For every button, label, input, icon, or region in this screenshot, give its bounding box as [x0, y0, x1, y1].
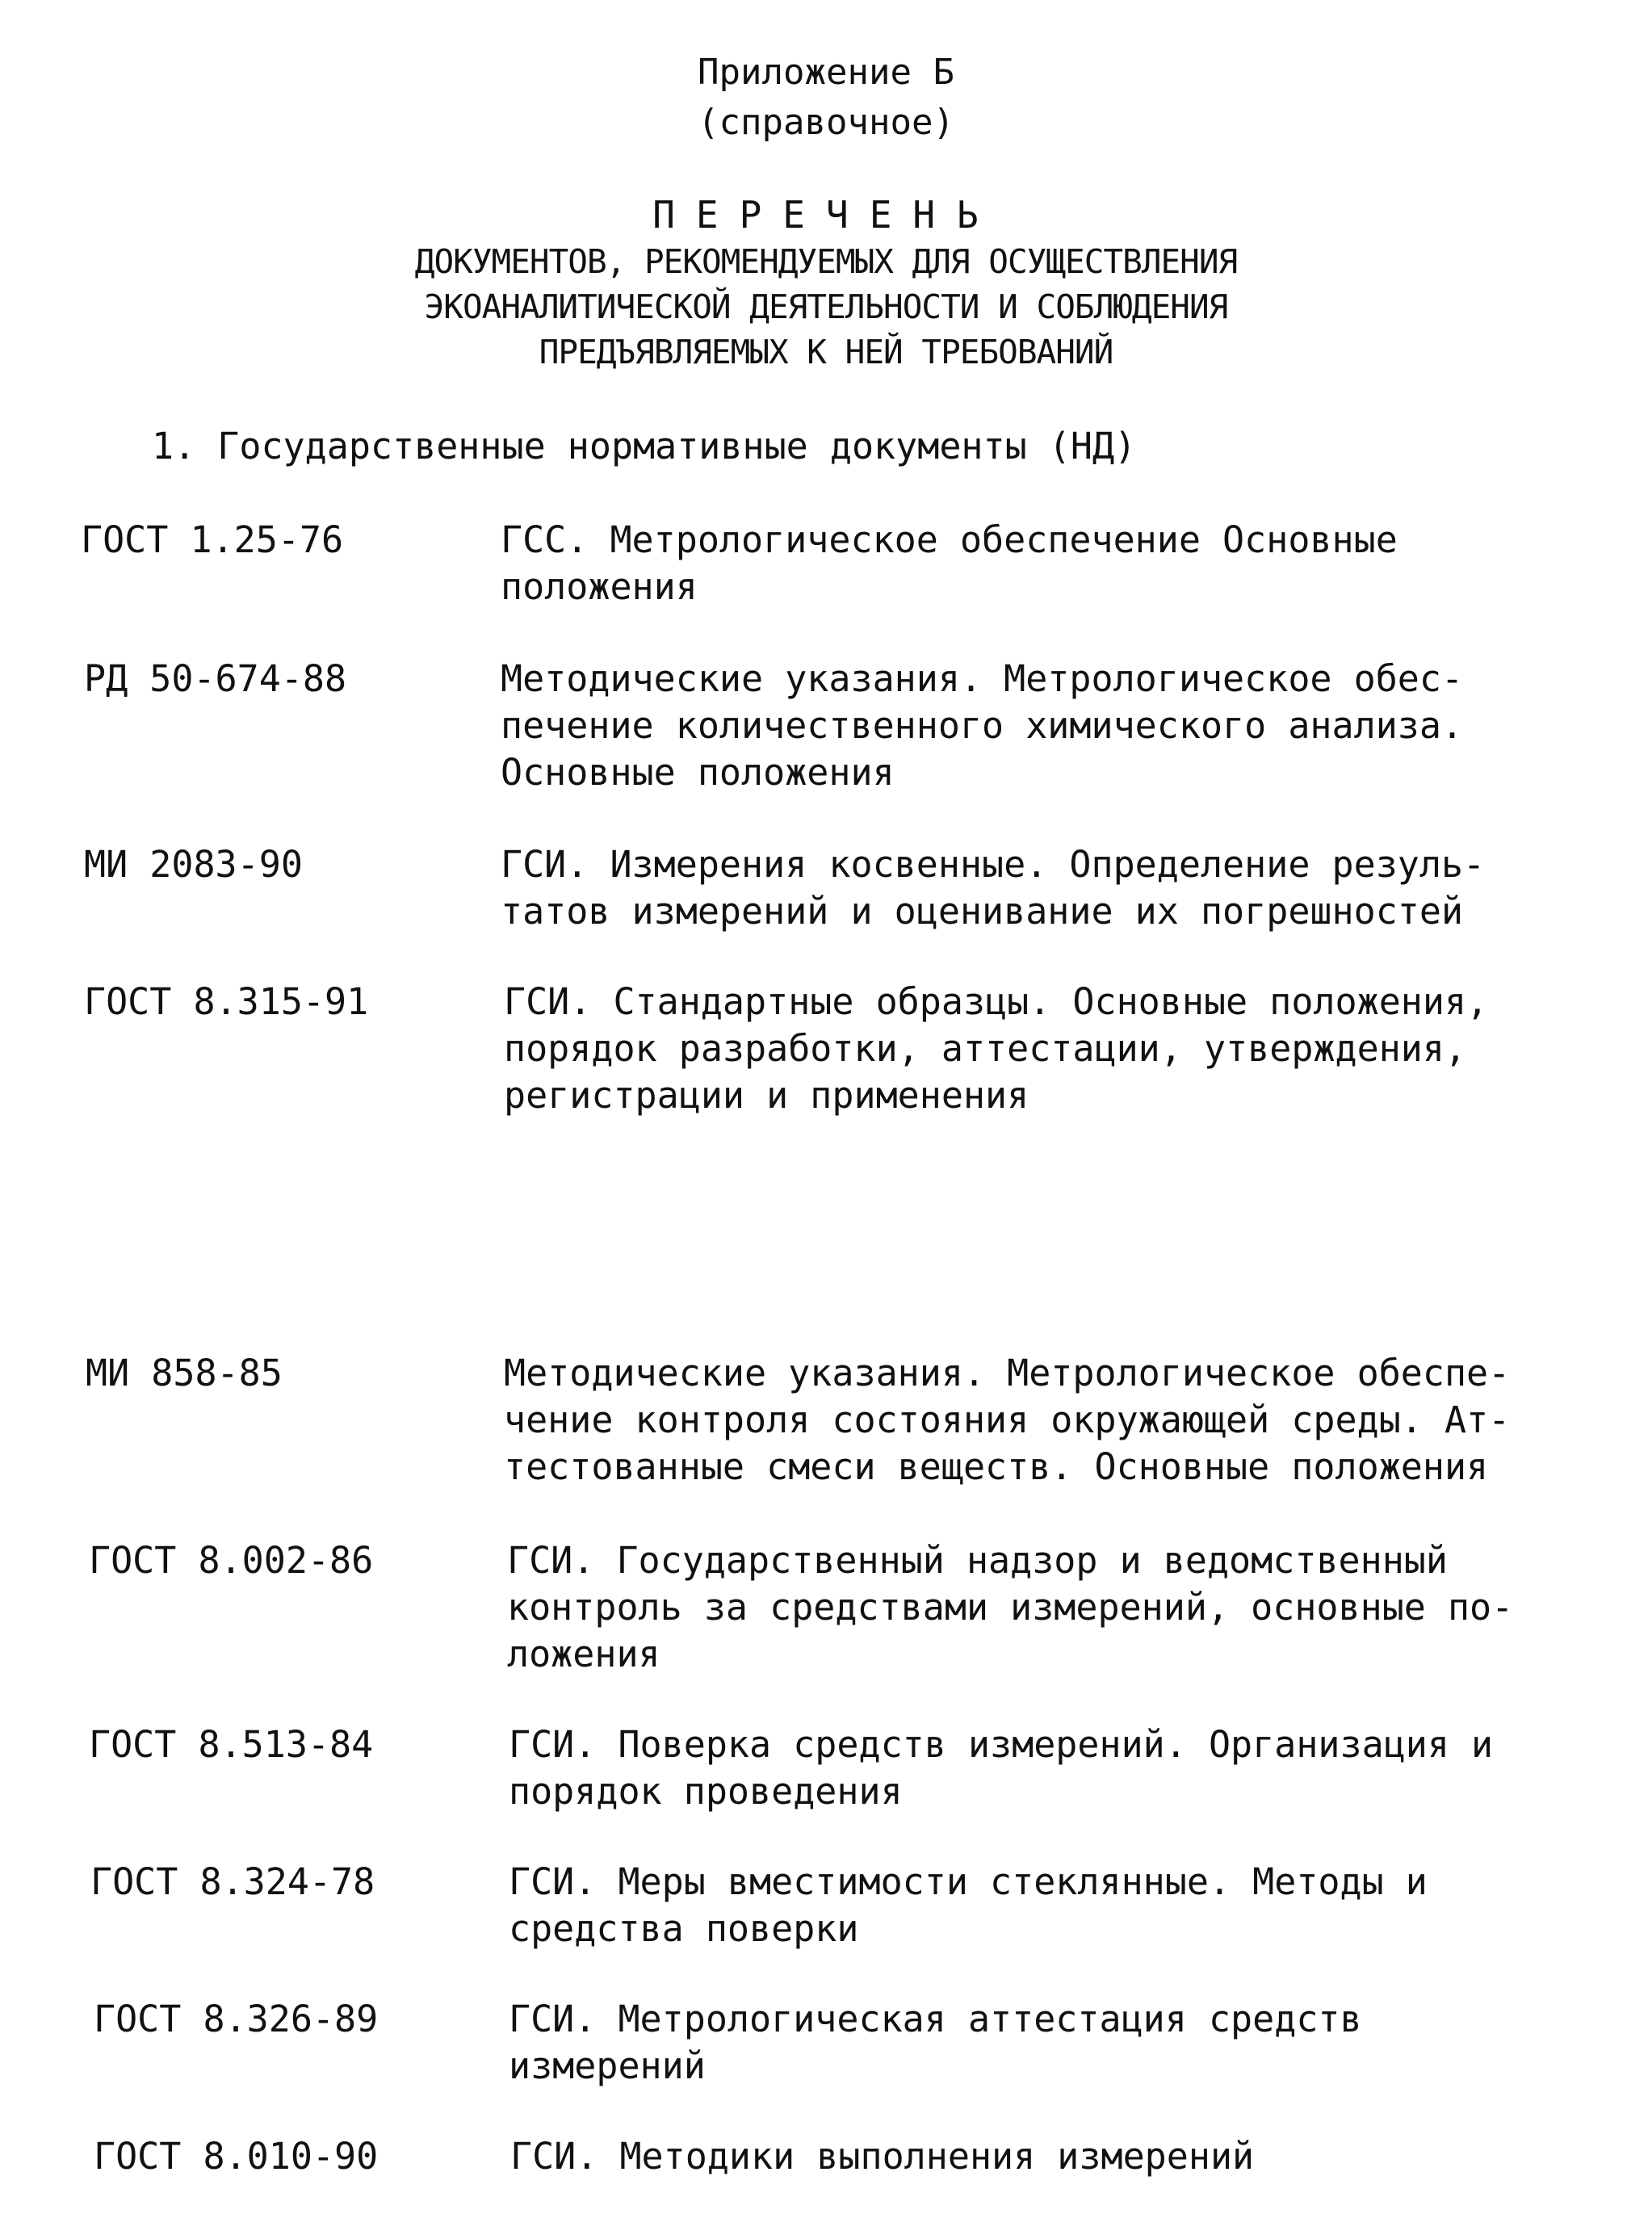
description-line: татов измерений и оценивание их погрешностей — [501, 890, 1464, 933]
appendix-type: (справочное) — [698, 102, 954, 143]
document-code: ГОСТ 8.010-90 — [94, 2135, 379, 2178]
description-line: ГСИ. Методики выполнения измерений — [510, 2135, 1255, 2178]
document-code: ГОСТ 8.315-91 — [84, 980, 369, 1023]
document-code: РД 50-674-88 — [84, 657, 347, 700]
document-description — [501, 841, 1607, 935]
document-description — [501, 517, 1607, 610]
description-line: средства поверки — [509, 1907, 859, 1950]
document-description — [509, 1721, 1615, 1815]
document-code: ГОСТ 8.513-84 — [89, 1723, 374, 1766]
description-line: измерений — [509, 2044, 706, 2087]
description-line: Методические указания. Метрологическое обес- — [501, 657, 1464, 700]
document-code: ГОСТ 8.324-78 — [90, 1860, 375, 1903]
document-description — [507, 1537, 1613, 1678]
description-line: ГСИ. Измерения косвенные. Определение резуль- — [501, 843, 1486, 886]
list-title: ПЕРЕЧЕНЬ — [652, 193, 1000, 237]
description-line: регистрации и применения — [504, 1074, 1029, 1117]
description-line: контроль за средствами измерений, основные по- — [507, 1586, 1514, 1629]
document-code: МИ 2083-90 — [84, 843, 303, 886]
description-line: ГСИ. Метрологическая аттестация средств — [509, 1998, 1362, 2040]
description-line: Основные положения — [501, 751, 895, 794]
description-line: ГСИ. Стандартные образцы. Основные положения, — [504, 980, 1489, 1023]
description-line: ГСИ. Поверка средств измерений. Организация и — [509, 1723, 1494, 1766]
document-code: ГОСТ 8.002-86 — [89, 1539, 374, 1582]
description-line: ГСИ. Государственный надзор и ведомственный — [507, 1539, 1448, 1582]
title-line-2: ЭКОАНАЛИТИЧЕСКОЙ ДЕЯТЕЛЬНОСТИ И СОБЛЮДЕНИЯ — [424, 287, 1228, 326]
description-line: порядок разработки, аттестации, утверждения, — [504, 1027, 1467, 1070]
document-description — [510, 2133, 1616, 2180]
title-line-3: ПРЕДЪЯВЛЯЕМЫХ К НЕЙ ТРЕБОВАНИЙ — [539, 333, 1113, 371]
document-description — [504, 1350, 1610, 1491]
description-line: ГСС. Метрологическое обеспечение Основные — [501, 518, 1398, 561]
document-code: ГОСТ 8.326-89 — [94, 1998, 379, 2040]
description-line: тестованные смеси веществ. Основные положения — [504, 1445, 1489, 1488]
description-line: ложения — [507, 1633, 660, 1675]
document-code: МИ 858-85 — [86, 1352, 283, 1394]
description-line: чение контроля состояния окружающей среды. Ат- — [504, 1398, 1511, 1441]
document-description — [509, 1859, 1615, 1952]
section-heading: 1. Государственные нормативные документы (НД) — [152, 425, 1137, 468]
document-code: ГОСТ 1.25-76 — [81, 518, 344, 561]
description-line: Методические указания. Метрологическое обеспе- — [504, 1352, 1511, 1394]
document-description — [504, 979, 1610, 1119]
appendix-label: Приложение Б — [698, 52, 954, 93]
description-line: печение количественного химического анализа. — [501, 704, 1464, 747]
document-description — [501, 656, 1607, 796]
description-line: положения — [501, 565, 698, 608]
title-line-1: ДОКУМЕНТОВ, РЕКОМЕНДУЕМЫХ ДЛЯ ОСУЩЕСТВЛЕНИЯ — [414, 242, 1238, 281]
description-line: порядок проведения — [509, 1770, 903, 1813]
document-description — [509, 1996, 1615, 2090]
description-line: ГСИ. Меры вместимости стеклянные. Методы и — [509, 1860, 1428, 1903]
